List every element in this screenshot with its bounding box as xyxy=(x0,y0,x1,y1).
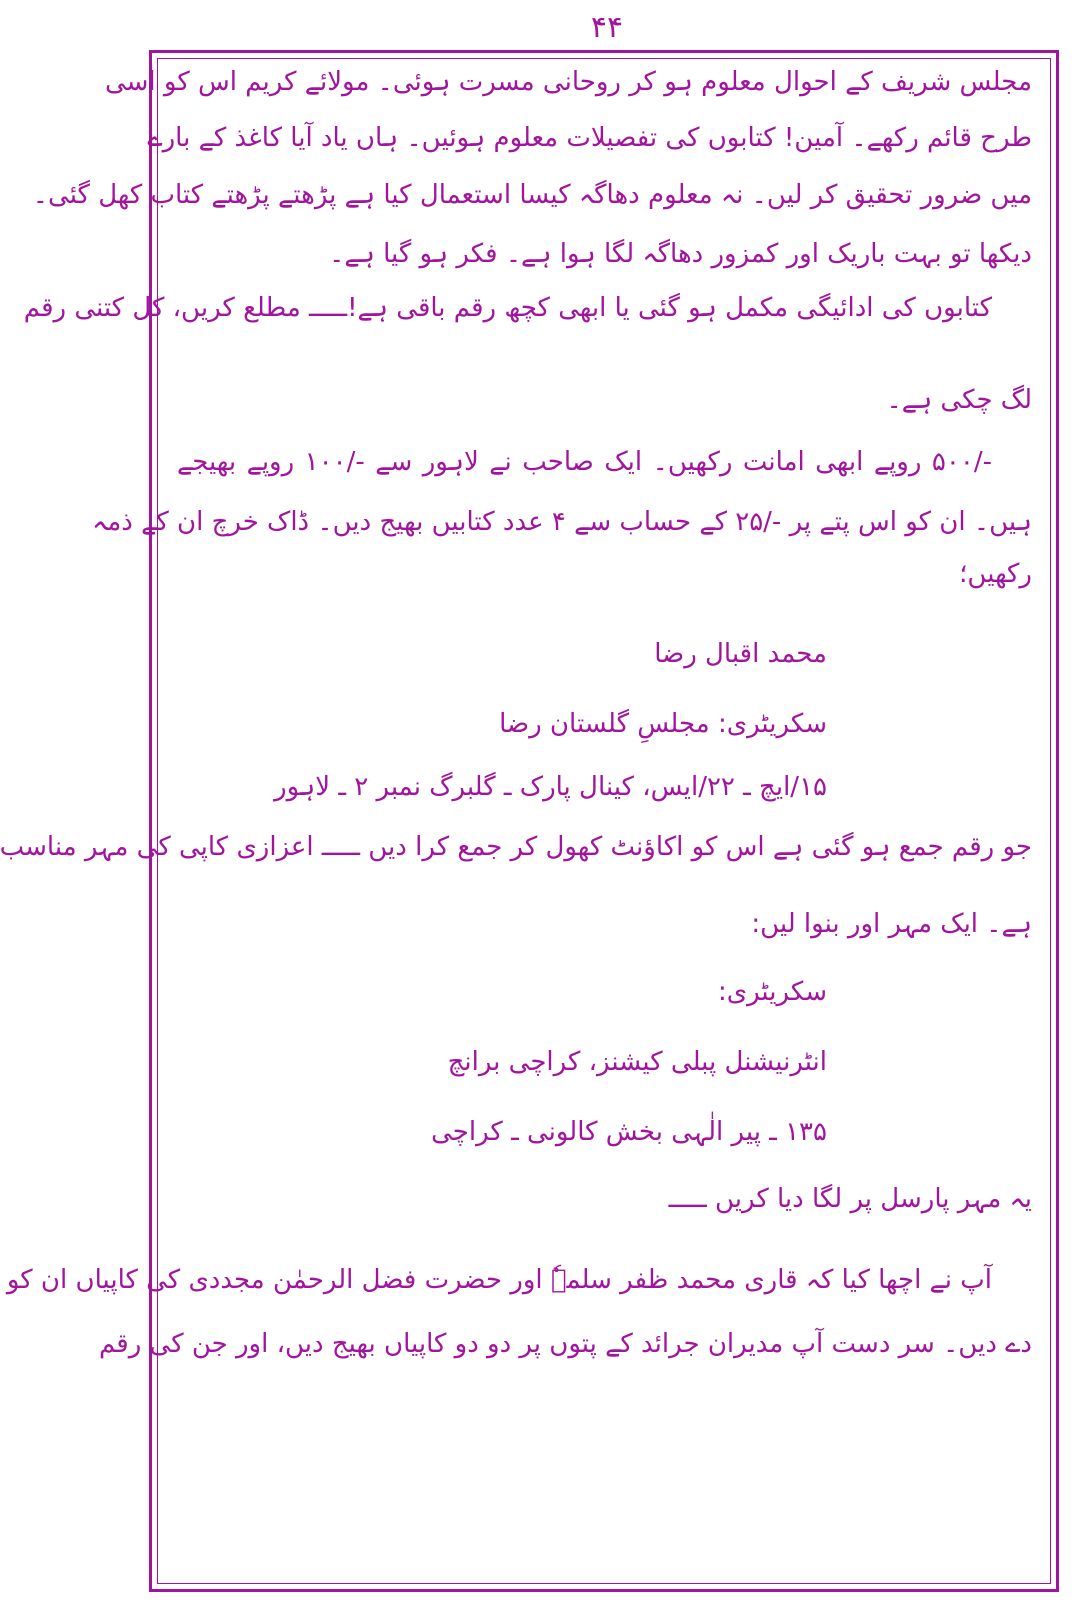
body-line: میں ضرور تحقیق کر لیں۔ نہ معلوم دھاگہ کیسا استعمال کیا ہے پڑھتے پڑھتے کتاب کھل گئی۔ xyxy=(32,180,1032,210)
address-street: ۱۵/ایچ ـ ۲۲/ایس، کینال پارک ـ گلبرگ نمبر ۲ ـ لاہور xyxy=(274,772,827,802)
body-line: یہ مہر پارسل پر لگا دیا کریں ـــــ xyxy=(668,1184,1032,1214)
body-line: آپ نے اچھا کیا کہ قاری محمد ظفر سلمہٗ اور حضرت فضل الرحمٰن مجددی کی کاپیاں ان کو xyxy=(6,1265,992,1295)
address-title: سکریٹری: مجلسِ گلستان رضا xyxy=(499,709,827,739)
body-line: مجلس شریف کے احوال معلوم ہو کر روحانی مسرت ہوئی۔ مولائے کریم اس کو اسی xyxy=(104,67,1032,97)
body-line: رکھیں؛ xyxy=(959,559,1032,589)
body-line: ہے۔ ایک مہر اور بنوا لیں: xyxy=(751,909,1032,939)
body-line: دے دیں۔ سر دست آپ مدیران جرائد کے پتوں پر دو دو کاپیاں بھیج دیں، اور جن کی رقم xyxy=(99,1329,1032,1359)
body-line: طرح قائم رکھے۔ آمین! کتابوں کی تفصیلات معلوم ہوئیں۔ ہاں یاد آیا کاغذ کے بارے xyxy=(147,123,1032,153)
page-number: ۴۴ xyxy=(590,10,624,45)
body-line: دیکھا تو بہت باریک اور کمزور دھاگہ لگا ہوا ہے۔ فکر ہو گیا ہے۔ xyxy=(329,239,1032,269)
body-line: کتابوں کی ادائیگی مکمل ہو گئی یا ابھی کچھ رقم باقی ہے!ـــــ مطلع کریں، کل کتنی رقم xyxy=(23,293,992,323)
stamp-org: انٹرنیشنل پبلی کیشنز، کراچی برانچ xyxy=(447,1047,827,1077)
body-line: لگ چکی ہے۔ xyxy=(886,385,1032,415)
body-line: -/۵۰۰ روپے ابھی امانت رکھیں۔ ایک صاحب نے لاہور سے -/۱۰۰ روپے بھیجے xyxy=(177,447,992,477)
body-line: جو رقم جمع ہو گئی ہے اس کو اکاؤنٹ کھول کر جمع کرا دیں ـــــ اعزازی کاپی کی مہر مناسب xyxy=(0,832,1032,862)
stamp-title: سکریٹری: xyxy=(717,977,827,1007)
body-line: ہیں۔ ان کو اس پتے پر -/۲۵ کے حساب سے ۴ عدد کتابیں بھیج دیں۔ ڈاک خرچ ان کے ذمہ xyxy=(92,507,1032,537)
address-name: محمد اقبال رضا xyxy=(654,639,827,669)
stamp-address: ۱۳۵ ـ پیر الٰہی بخش کالونی ـ کراچی xyxy=(431,1117,827,1147)
letter-body xyxy=(0,62,1032,1587)
